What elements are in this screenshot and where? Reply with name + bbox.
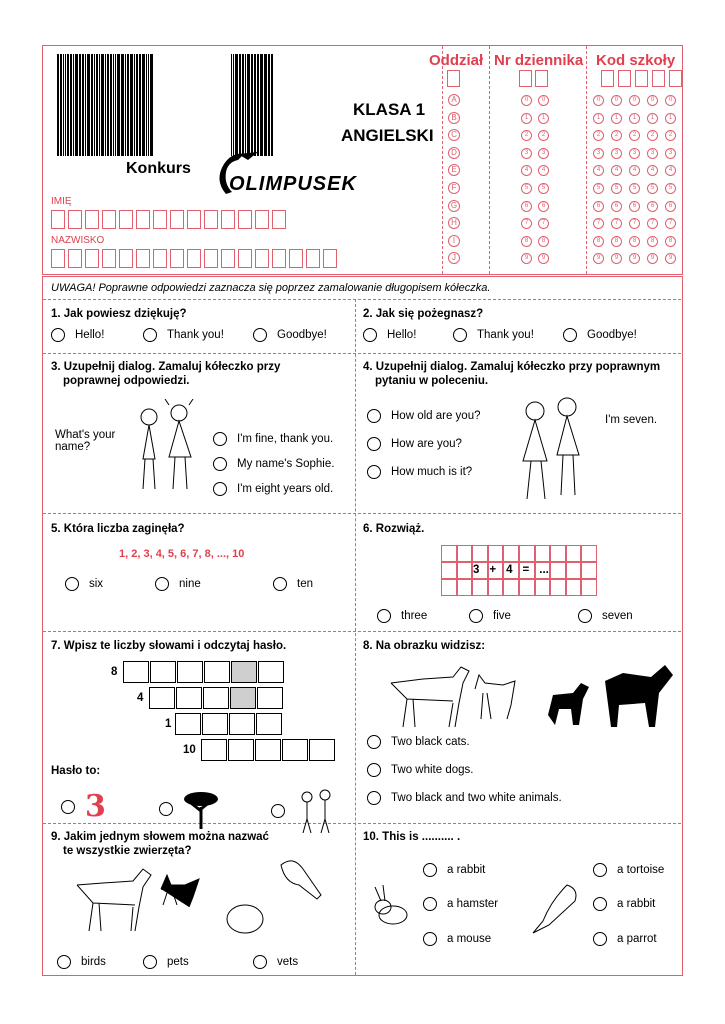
crossword-cell[interactable] [228, 739, 254, 761]
notice-text: UWAGA! Poprawne odpowiedzi zaznacza się poprzez zamalowanie długopisem kółeczka. [51, 282, 491, 294]
school-bubble[interactable]: 0 [611, 95, 622, 106]
letter-box[interactable] [85, 249, 99, 268]
questions-area [42, 276, 683, 976]
barcode-bar [251, 54, 253, 156]
q5-title: 5. Która liczba zaginęła? [51, 523, 185, 535]
q1-option-2[interactable]: Thank you! [143, 328, 224, 342]
letter-box[interactable] [119, 210, 133, 229]
grid-cell [457, 562, 473, 579]
barcode-bar [150, 54, 153, 156]
letter-box[interactable] [323, 249, 337, 268]
barcode-bar [67, 54, 69, 156]
school-bubble[interactable]: 1 [629, 113, 640, 124]
letter-box[interactable] [136, 210, 150, 229]
q3-option-3[interactable]: I'm eight years old. [213, 482, 333, 496]
letter-box[interactable] [255, 210, 269, 229]
q9-title-1: 9. Jakim jednym słowem można nazwać [51, 831, 269, 843]
crossword-cell[interactable] [123, 661, 149, 683]
last-name-boxes[interactable] [51, 249, 337, 268]
q1-option-3[interactable]: Goodbye! [253, 328, 327, 342]
journal-bubble[interactable]: 4 [521, 165, 532, 176]
q10-left-option-2[interactable]: a hamster [423, 897, 498, 911]
q9-animals-illustration [73, 855, 333, 947]
letter-box[interactable] [170, 210, 184, 229]
journal-bubble[interactable]: 8 [538, 236, 549, 247]
school-bubble[interactable]: 6 [593, 201, 604, 212]
grid-cell [503, 545, 519, 562]
q7-option-2[interactable] [159, 789, 219, 829]
school-bubble[interactable]: 1 [665, 113, 676, 124]
grid-cell [581, 545, 597, 562]
letter-box[interactable] [187, 210, 201, 229]
barcode-bar [245, 54, 246, 156]
school-bubble[interactable]: 2 [611, 130, 622, 141]
q3-children-illustration [129, 399, 199, 499]
barcode-bar [110, 54, 112, 156]
q10-title: 10. This is .......... . [363, 831, 461, 843]
class-bubble[interactable]: D [448, 147, 460, 159]
letter-box[interactable] [153, 210, 167, 229]
journal-bubble[interactable]: 9 [538, 253, 549, 264]
q5-option-1[interactable]: six [65, 577, 103, 591]
letter-box[interactable] [272, 249, 286, 268]
barcode-bar [113, 54, 114, 156]
barcode-bar [115, 54, 116, 156]
first-name-label: IMIĘ [51, 196, 72, 207]
q7-number-10: 10 [183, 744, 196, 756]
q8-option-1[interactable]: Two black cats. [367, 735, 470, 749]
journal-bubble[interactable]: 2 [538, 130, 549, 141]
barcode-bar [96, 54, 98, 156]
class-bubble[interactable]: C [448, 129, 460, 141]
school-bubble[interactable]: 7 [665, 218, 676, 229]
school-bubble[interactable]: 5 [611, 183, 622, 194]
q5-sequence: 1, 2, 3, 4, 5, 6, 7, 8, ..., 10 [119, 548, 245, 560]
barcode-bar [142, 54, 145, 156]
contest-label: Konkurs [126, 160, 191, 177]
q9-title-2: te wszystkie zwierzęta? [63, 845, 192, 857]
class-bubble[interactable]: B [448, 112, 460, 124]
class-bubble[interactable]: J [448, 252, 460, 264]
q4-children-illustration [513, 391, 593, 503]
class-bubble[interactable]: I [448, 235, 460, 247]
barcode-bar [264, 54, 267, 156]
school-bubble[interactable]: 4 [611, 165, 622, 176]
barcode-bar [235, 54, 238, 156]
journal-bubble[interactable]: 5 [538, 183, 549, 194]
barcode-bar [139, 54, 141, 156]
school-bubble[interactable]: 9 [629, 253, 640, 264]
letter-box[interactable] [238, 210, 252, 229]
q4-option-2[interactable]: How are you? [367, 437, 462, 451]
school-bubble[interactable]: 5 [593, 183, 604, 194]
class-bubble[interactable]: A [448, 94, 460, 106]
school-bubble[interactable]: 3 [629, 148, 640, 159]
olimpusek-logo-text: OLIMPUSEK [229, 173, 357, 195]
subject-label: ANGIELSKI [341, 126, 434, 145]
school-bubble[interactable]: 6 [665, 201, 676, 212]
journal-bubble[interactable]: 5 [521, 183, 532, 194]
q6-option-2[interactable]: five [469, 609, 511, 623]
journal-bubble[interactable]: 8 [521, 236, 532, 247]
grid-cell [488, 545, 504, 562]
school-bubble[interactable]: 4 [593, 165, 604, 176]
barcode-bar [57, 54, 59, 156]
school-bubble[interactable]: 7 [629, 218, 640, 229]
q6-equation: 3 + 4 = ... [473, 564, 549, 576]
school-code-box [618, 70, 631, 87]
q8-title: 8. Na obrazku widzisz: [363, 640, 486, 652]
tree-icon [183, 789, 219, 829]
barcode-bar [60, 54, 62, 156]
barcode-bar [233, 54, 234, 156]
letter-box[interactable] [221, 249, 235, 268]
crossword-cell[interactable] [150, 661, 176, 683]
journal-bubble[interactable]: 0 [538, 95, 549, 106]
journal-bubble[interactable]: 4 [538, 165, 549, 176]
journal-bubble[interactable]: 6 [538, 201, 549, 212]
journal-bubble[interactable]: 7 [538, 218, 549, 229]
class-bubble[interactable]: F [448, 182, 460, 194]
journal-bubble[interactable]: 0 [521, 95, 532, 106]
school-bubble[interactable]: 1 [611, 113, 622, 124]
q10-right-option-1[interactable]: a tortoise [593, 863, 664, 877]
first-name-boxes[interactable] [51, 210, 286, 229]
barcode-bar [231, 54, 232, 156]
last-name-label: NAZWISKO [51, 235, 105, 246]
school-bubble[interactable]: 0 [629, 95, 640, 106]
crossword-cell[interactable] [282, 739, 308, 761]
grid-cell [472, 545, 488, 562]
q8-animals-illustration [383, 653, 673, 733]
school-bubble[interactable]: 0 [665, 95, 676, 106]
barcode-bar [268, 54, 270, 156]
q1-title: 1. Jak powiesz dziękuję? [51, 308, 187, 320]
barcode-bar [65, 54, 66, 156]
school-bubble[interactable]: 9 [665, 253, 676, 264]
school-code-box [601, 70, 614, 87]
school-bubble[interactable]: 8 [665, 236, 676, 247]
crossword-cell[interactable] [149, 687, 175, 709]
q6-title: 6. Rozwiąż. [363, 523, 425, 535]
barcode-bar [239, 54, 241, 156]
q3-title-2: poprawnej odpowiedzi. [63, 375, 190, 387]
q6-option-1[interactable]: three [377, 609, 427, 623]
q7-haslo-label: Hasło to: [51, 765, 101, 777]
crossword-cell[interactable] [201, 739, 227, 761]
journal-bubble[interactable]: 2 [521, 130, 532, 141]
barcode-bar [257, 54, 259, 156]
children-icon [295, 789, 335, 833]
q10-left-option-3[interactable]: a mouse [423, 932, 491, 946]
letter-box[interactable] [85, 210, 99, 229]
school-bubble[interactable]: 5 [665, 183, 676, 194]
journal-bubble[interactable]: 3 [521, 148, 532, 159]
barcode-bar [134, 54, 135, 156]
school-bubble[interactable]: 2 [593, 130, 604, 141]
barcode-bar [82, 54, 84, 156]
barcode-bar [117, 54, 120, 156]
parrot-illustration [527, 881, 583, 935]
grid-cell [550, 562, 566, 579]
school-bubble[interactable]: 6 [611, 201, 622, 212]
grid-cell [457, 545, 473, 562]
school-bubble[interactable]: 2 [629, 130, 640, 141]
journal-bubble[interactable]: 9 [521, 253, 532, 264]
letter-box[interactable] [68, 210, 82, 229]
barcode-bar [105, 54, 106, 156]
barcode-bar [130, 54, 133, 156]
grid-cell [457, 579, 473, 596]
barcode-bar [79, 54, 81, 156]
school-bubble[interactable]: 9 [593, 253, 604, 264]
school-bubble[interactable]: 3 [593, 148, 604, 159]
barcode-bar [271, 54, 273, 156]
barcode-bar [73, 54, 74, 156]
barcode-bar [107, 54, 109, 156]
q10-right-option-2[interactable]: a rabbit [593, 897, 655, 911]
barcode-bar [254, 54, 256, 156]
crossword-cell[interactable] [231, 661, 257, 683]
journal-bubble[interactable]: 1 [521, 113, 532, 124]
class-code-box [447, 70, 460, 87]
grid-cell [550, 545, 566, 562]
barcode-right [231, 54, 279, 156]
grid-cell [441, 579, 457, 596]
q6-option-3[interactable]: seven [578, 609, 633, 623]
barcode-bar [63, 54, 64, 156]
q10-right-option-3[interactable]: a parrot [593, 932, 657, 946]
barcode-bar [247, 54, 250, 156]
q4-title-2: pytaniu w poleceniu. [375, 375, 489, 387]
q2-option-2[interactable]: Thank you! [453, 328, 534, 342]
grid-cell [519, 579, 535, 596]
barcode-bar [101, 54, 104, 156]
crossword-cell[interactable] [203, 687, 229, 709]
letter-box[interactable] [119, 249, 133, 268]
letter-box[interactable] [204, 210, 218, 229]
letter-box[interactable] [170, 249, 184, 268]
school-code-box [669, 70, 682, 87]
school-bubble[interactable]: 6 [647, 201, 658, 212]
q9-option-2[interactable]: pets [143, 955, 189, 969]
barcode-bar [87, 54, 90, 156]
school-bubble[interactable]: 5 [629, 183, 640, 194]
school-bubble[interactable]: 2 [665, 130, 676, 141]
journal-bubble[interactable]: 1 [538, 113, 549, 124]
q2-title: 2. Jak się pożegnasz? [363, 308, 484, 320]
barcode-bar [242, 54, 244, 156]
grid-cell [441, 545, 457, 562]
school-bubble[interactable]: 1 [593, 113, 604, 124]
letter-box[interactable] [102, 249, 116, 268]
class-bubble[interactable]: E [448, 164, 460, 176]
school-bubble[interactable]: 4 [647, 165, 658, 176]
grid-cell [519, 545, 535, 562]
journal-code-box [535, 70, 548, 87]
school-bubble[interactable]: 8 [593, 236, 604, 247]
crossword-cell[interactable] [256, 713, 282, 735]
letter-box[interactable] [102, 210, 116, 229]
crossword-cell[interactable] [202, 713, 228, 735]
grid-cell [472, 579, 488, 596]
grid-cell [581, 562, 597, 579]
letter-box[interactable] [238, 249, 252, 268]
q7-option-3[interactable] [271, 789, 335, 833]
q8-option-2[interactable]: Two white dogs. [367, 763, 473, 777]
q2-option-3[interactable]: Goodbye! [563, 328, 637, 342]
barcode-bar [125, 54, 126, 156]
school-bubble[interactable]: 3 [647, 148, 658, 159]
q8-option-3[interactable]: Two black and two white animals. [367, 791, 562, 805]
grid-cell [488, 579, 504, 596]
school-bubble[interactable]: 4 [665, 165, 676, 176]
school-bubble[interactable]: 4 [629, 165, 640, 176]
letter-box[interactable] [68, 249, 82, 268]
class-label: KLASA 1 [353, 100, 426, 119]
crossword-cell[interactable] [258, 661, 284, 683]
crossword-cell[interactable] [176, 687, 202, 709]
barcode-bar [127, 54, 129, 156]
q3-title-1: 3. Uzupełnij dialog. Zamaluj kółeczko przy [51, 361, 281, 373]
q7-title: 7. Wpisz te liczby słowami i odczytaj hasło. [51, 640, 287, 652]
letter-box[interactable] [51, 210, 65, 229]
school-bubble[interactable]: 7 [593, 218, 604, 229]
barcode-bar [146, 54, 147, 156]
letter-box[interactable] [272, 210, 286, 229]
school-bubble[interactable]: 1 [647, 113, 658, 124]
school-code-box [652, 70, 665, 87]
letter-box[interactable] [51, 249, 65, 268]
q4-title-1: 4. Uzupełnij dialog. Zamaluj kółeczko przy poprawnym [363, 361, 661, 373]
rabbit-illustration [365, 883, 409, 925]
school-bubble[interactable]: 0 [593, 95, 604, 106]
q9-option-3[interactable]: vets [253, 955, 298, 969]
q9-option-1[interactable]: birds [57, 955, 106, 969]
barcode-bar [70, 54, 72, 156]
crossword-cell[interactable] [309, 739, 335, 761]
letter-box[interactable] [187, 249, 201, 268]
barcode-bar [260, 54, 263, 156]
school-bubble[interactable]: 8 [629, 236, 640, 247]
letter-box[interactable] [204, 249, 218, 268]
grid-cell [566, 562, 582, 579]
q7-option-1[interactable]: 3 [61, 789, 106, 824]
barcode-bar [148, 54, 149, 156]
school-bubble[interactable]: 0 [647, 95, 658, 106]
barcode-bar [99, 54, 100, 156]
q1-option-1[interactable]: Hello! [51, 328, 104, 342]
grid-cell [441, 562, 457, 579]
grid-cell [581, 579, 597, 596]
q7-number-1: 1 [165, 718, 172, 730]
barcode-bar [85, 54, 86, 156]
q10-left-option-1[interactable]: a rabbit [423, 863, 485, 877]
school-bubble[interactable]: 8 [611, 236, 622, 247]
barcode-bar [91, 54, 93, 156]
q7-number-8: 8 [111, 666, 118, 678]
barcode-bar [136, 54, 138, 156]
school-bubble[interactable]: 9 [647, 253, 658, 264]
q7-number-4: 4 [137, 692, 144, 704]
school-bubble[interactable]: 7 [611, 218, 622, 229]
school-bubble[interactable]: 3 [665, 148, 676, 159]
journal-bubble[interactable]: 6 [521, 201, 532, 212]
q3-option-2[interactable]: My name's Sophie. [213, 457, 334, 471]
q3-prompt: What's your name? [55, 429, 116, 453]
school-bubble[interactable]: 8 [647, 236, 658, 247]
crossword-cell[interactable] [255, 739, 281, 761]
crossword-cell[interactable] [177, 661, 203, 683]
letter-box[interactable] [255, 249, 269, 268]
barcode-left [57, 54, 169, 156]
letter-box[interactable] [153, 249, 167, 268]
grid-cell [566, 579, 582, 596]
school-bubble[interactable]: 6 [629, 201, 640, 212]
school-code-label: Kod szkoły [596, 52, 676, 69]
class-bubble[interactable]: G [448, 200, 460, 212]
journal-number-label: Nr dziennika [494, 52, 584, 69]
q4-option-3[interactable]: How much is it? [367, 465, 472, 479]
school-code-box [635, 70, 648, 87]
letter-box[interactable] [306, 249, 320, 268]
school-bubble[interactable]: 5 [647, 183, 658, 194]
school-bubble[interactable]: 7 [647, 218, 658, 229]
letter-box[interactable] [221, 210, 235, 229]
class-section-label: Oddział [429, 52, 484, 69]
crossword-cell[interactable] [257, 687, 283, 709]
crossword-cell[interactable] [175, 713, 201, 735]
q5-option-3[interactable]: ten [273, 577, 313, 591]
barcode-bar [94, 54, 95, 156]
crossword-cell[interactable] [230, 687, 256, 709]
journal-bubble[interactable]: 3 [538, 148, 549, 159]
q2-option-1[interactable]: Hello! [363, 328, 416, 342]
grid-cell [550, 579, 566, 596]
school-bubble[interactable]: 9 [611, 253, 622, 264]
crossword-cell[interactable] [229, 713, 255, 735]
journal-code-box [519, 70, 532, 87]
barcode-bar [75, 54, 78, 156]
q4-option-1[interactable]: How old are you? [367, 409, 481, 423]
school-bubble[interactable]: 3 [611, 148, 622, 159]
q5-option-2[interactable]: nine [155, 577, 201, 591]
letter-box[interactable] [136, 249, 150, 268]
school-bubble[interactable]: 2 [647, 130, 658, 141]
grid-cell [503, 579, 519, 596]
journal-bubble[interactable]: 7 [521, 218, 532, 229]
grid-cell [535, 579, 551, 596]
grid-cell [566, 545, 582, 562]
class-bubble[interactable]: H [448, 217, 460, 229]
q4-answer: I'm seven. [605, 414, 658, 426]
grid-cell [535, 545, 551, 562]
q3-option-1[interactable]: I'm fine, thank you. [213, 432, 333, 446]
answer-sheet-header [42, 45, 683, 275]
letter-box[interactable] [289, 249, 303, 268]
crossword-cell[interactable] [204, 661, 230, 683]
barcode-bar [121, 54, 124, 156]
